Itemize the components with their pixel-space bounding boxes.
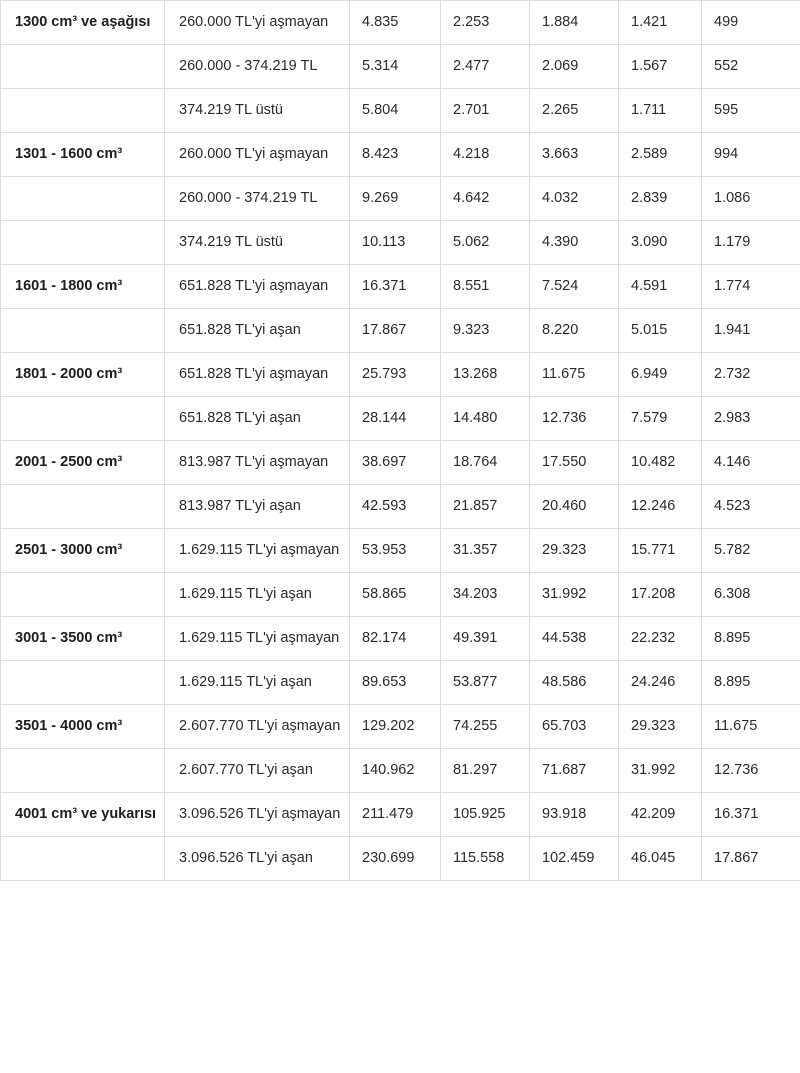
tax-value-cell: 552 (702, 45, 800, 89)
price-range-cell: 1.629.115 TL'yi aşan (165, 661, 350, 705)
tax-value-cell: 1.884 (530, 1, 619, 45)
engine-capacity-cell (1, 485, 165, 529)
table-row (1, 573, 800, 617)
engine-capacity-cell (1, 749, 165, 793)
table-row (1, 485, 800, 529)
tax-value-cell: 49.391 (441, 617, 530, 661)
engine-capacity-cell (1, 837, 165, 881)
tax-value-cell: 115.558 (441, 837, 530, 881)
tax-value-cell: 8.895 (702, 661, 800, 705)
tax-value-cell: 16.371 (350, 265, 441, 309)
tax-value-cell: 93.918 (530, 793, 619, 837)
table-row (1, 749, 800, 793)
tax-value-cell: 15.771 (619, 529, 702, 573)
tax-value-cell: 20.460 (530, 485, 619, 529)
tax-value-cell: 2.839 (619, 177, 702, 221)
tax-value-cell: 24.246 (619, 661, 702, 705)
price-range-cell: 651.828 TL'yi aşan (165, 397, 350, 441)
tax-value-cell: 81.297 (441, 749, 530, 793)
tax-value-cell: 11.675 (702, 705, 800, 749)
tax-value-cell: 65.703 (530, 705, 619, 749)
engine-capacity-cell: 1601 - 1800 cm³ (1, 265, 165, 309)
price-range-cell: 2.607.770 TL'yi aşan (165, 749, 350, 793)
price-range-cell: 651.828 TL'yi aşmayan (165, 265, 350, 309)
tax-value-cell: 2.589 (619, 133, 702, 177)
tax-value-cell: 29.323 (619, 705, 702, 749)
tax-value-cell: 2.701 (441, 89, 530, 133)
price-range-cell: 813.987 TL'yi aşan (165, 485, 350, 529)
tax-value-cell: 7.524 (530, 265, 619, 309)
tax-value-cell: 4.591 (619, 265, 702, 309)
tax-value-cell: 17.208 (619, 573, 702, 617)
tax-value-cell: 1.567 (619, 45, 702, 89)
tax-value-cell: 71.687 (530, 749, 619, 793)
tax-value-cell: 140.962 (350, 749, 441, 793)
tax-value-cell: 9.323 (441, 309, 530, 353)
price-range-cell: 1.629.115 TL'yi aşmayan (165, 617, 350, 661)
tax-value-cell: 1.774 (702, 265, 800, 309)
tax-value-cell: 6.308 (702, 573, 800, 617)
engine-capacity-cell: 3501 - 4000 cm³ (1, 705, 165, 749)
tax-value-cell: 74.255 (441, 705, 530, 749)
table-row (1, 441, 800, 485)
tax-value-cell: 4.218 (441, 133, 530, 177)
price-range-cell: 651.828 TL'yi aşan (165, 309, 350, 353)
tax-value-cell: 1.941 (702, 309, 800, 353)
price-range-cell: 260.000 - 374.219 TL (165, 177, 350, 221)
tax-value-cell: 12.736 (530, 397, 619, 441)
tax-value-cell: 211.479 (350, 793, 441, 837)
tax-value-cell: 12.736 (702, 749, 800, 793)
tax-value-cell: 11.675 (530, 353, 619, 397)
tax-value-cell: 89.653 (350, 661, 441, 705)
tax-value-cell: 44.538 (530, 617, 619, 661)
tax-value-cell: 8.895 (702, 617, 800, 661)
engine-capacity-cell: 1300 cm³ ve aşağısı (1, 1, 165, 45)
tax-value-cell: 3.663 (530, 133, 619, 177)
engine-capacity-cell (1, 397, 165, 441)
table-row (1, 221, 800, 265)
tax-value-cell: 4.523 (702, 485, 800, 529)
tax-value-cell: 4.032 (530, 177, 619, 221)
tax-value-cell: 105.925 (441, 793, 530, 837)
tax-value-cell: 12.246 (619, 485, 702, 529)
tax-value-cell: 994 (702, 133, 800, 177)
tax-value-cell: 8.423 (350, 133, 441, 177)
tax-value-cell: 5.804 (350, 89, 441, 133)
tax-value-cell: 2.732 (702, 353, 800, 397)
table-row (1, 837, 800, 881)
tax-value-cell: 14.480 (441, 397, 530, 441)
tax-value-cell: 3.090 (619, 221, 702, 265)
tax-value-cell: 34.203 (441, 573, 530, 617)
tax-value-cell: 31.992 (619, 749, 702, 793)
engine-capacity-cell (1, 177, 165, 221)
tax-value-cell: 4.835 (350, 1, 441, 45)
price-range-cell: 1.629.115 TL'yi aşan (165, 573, 350, 617)
tax-value-cell: 53.877 (441, 661, 530, 705)
tax-value-cell: 28.144 (350, 397, 441, 441)
table-row (1, 133, 800, 177)
tax-value-cell: 4.146 (702, 441, 800, 485)
tax-value-cell: 2.253 (441, 1, 530, 45)
tax-value-cell: 17.867 (350, 309, 441, 353)
table-row (1, 793, 800, 837)
table-row (1, 661, 800, 705)
tax-value-cell: 2.069 (530, 45, 619, 89)
tax-value-cell: 16.371 (702, 793, 800, 837)
tax-value-cell: 499 (702, 1, 800, 45)
tax-value-cell: 4.390 (530, 221, 619, 265)
tax-value-cell: 29.323 (530, 529, 619, 573)
table-row (1, 309, 800, 353)
price-range-cell: 374.219 TL üstü (165, 221, 350, 265)
tax-value-cell: 25.793 (350, 353, 441, 397)
table-body (1, 1, 800, 881)
tax-value-cell: 129.202 (350, 705, 441, 749)
table-row (1, 705, 800, 749)
tax-value-cell: 5.062 (441, 221, 530, 265)
tax-value-cell: 5.782 (702, 529, 800, 573)
tax-value-cell: 48.586 (530, 661, 619, 705)
table-row (1, 397, 800, 441)
tax-value-cell: 6.949 (619, 353, 702, 397)
tax-value-cell: 2.265 (530, 89, 619, 133)
tax-value-cell: 9.269 (350, 177, 441, 221)
tax-value-cell: 5.015 (619, 309, 702, 353)
price-range-cell: 2.607.770 TL'yi aşmayan (165, 705, 350, 749)
tax-value-cell: 1.711 (619, 89, 702, 133)
engine-capacity-cell (1, 89, 165, 133)
tax-value-cell: 7.579 (619, 397, 702, 441)
tax-value-cell: 42.209 (619, 793, 702, 837)
tax-value-cell: 58.865 (350, 573, 441, 617)
tax-value-cell: 8.220 (530, 309, 619, 353)
tax-value-cell: 2.477 (441, 45, 530, 89)
tax-value-cell: 13.268 (441, 353, 530, 397)
price-range-cell: 3.096.526 TL'yi aşmayan (165, 793, 350, 837)
table-row (1, 617, 800, 661)
tax-value-cell: 1.086 (702, 177, 800, 221)
engine-capacity-cell: 1801 - 2000 cm³ (1, 353, 165, 397)
engine-capacity-cell: 2001 - 2500 cm³ (1, 441, 165, 485)
engine-capacity-cell (1, 45, 165, 89)
price-range-cell: 260.000 TL'yi aşmayan (165, 1, 350, 45)
tax-value-cell: 21.857 (441, 485, 530, 529)
price-range-cell: 651.828 TL'yi aşmayan (165, 353, 350, 397)
tax-value-cell: 1.179 (702, 221, 800, 265)
tax-value-cell: 31.992 (530, 573, 619, 617)
engine-capacity-cell: 1301 - 1600 cm³ (1, 133, 165, 177)
tax-value-cell: 42.593 (350, 485, 441, 529)
price-range-cell: 3.096.526 TL'yi aşan (165, 837, 350, 881)
tax-value-cell: 18.764 (441, 441, 530, 485)
tax-value-cell: 82.174 (350, 617, 441, 661)
table-row (1, 529, 800, 573)
table-row (1, 265, 800, 309)
tax-value-cell: 17.867 (702, 837, 800, 881)
tax-value-cell: 17.550 (530, 441, 619, 485)
engine-capacity-cell (1, 309, 165, 353)
tax-value-cell: 2.983 (702, 397, 800, 441)
engine-capacity-cell: 3001 - 3500 cm³ (1, 617, 165, 661)
tax-value-cell: 102.459 (530, 837, 619, 881)
table-row (1, 1, 800, 45)
tax-value-cell: 1.421 (619, 1, 702, 45)
table-row (1, 353, 800, 397)
price-range-cell: 260.000 TL'yi aşmayan (165, 133, 350, 177)
price-range-cell: 260.000 - 374.219 TL (165, 45, 350, 89)
tax-value-cell: 31.357 (441, 529, 530, 573)
engine-capacity-cell: 4001 cm³ ve yukarısı (1, 793, 165, 837)
tax-value-cell: 22.232 (619, 617, 702, 661)
engine-capacity-cell (1, 573, 165, 617)
tax-value-cell: 38.697 (350, 441, 441, 485)
tax-value-cell: 4.642 (441, 177, 530, 221)
tax-value-cell: 8.551 (441, 265, 530, 309)
table-row (1, 45, 800, 89)
engine-capacity-cell (1, 221, 165, 265)
tax-value-cell: 10.482 (619, 441, 702, 485)
price-range-cell: 1.629.115 TL'yi aşmayan (165, 529, 350, 573)
price-range-cell: 813.987 TL'yi aşmayan (165, 441, 350, 485)
table-row (1, 89, 800, 133)
tax-value-cell: 46.045 (619, 837, 702, 881)
tax-value-cell: 5.314 (350, 45, 441, 89)
engine-capacity-cell (1, 661, 165, 705)
tax-value-cell: 230.699 (350, 837, 441, 881)
engine-capacity-cell: 2501 - 3000 cm³ (1, 529, 165, 573)
tax-value-cell: 53.953 (350, 529, 441, 573)
tax-value-cell: 10.113 (350, 221, 441, 265)
tax-value-cell: 595 (702, 89, 800, 133)
price-range-cell: 374.219 TL üstü (165, 89, 350, 133)
table-row (1, 177, 800, 221)
